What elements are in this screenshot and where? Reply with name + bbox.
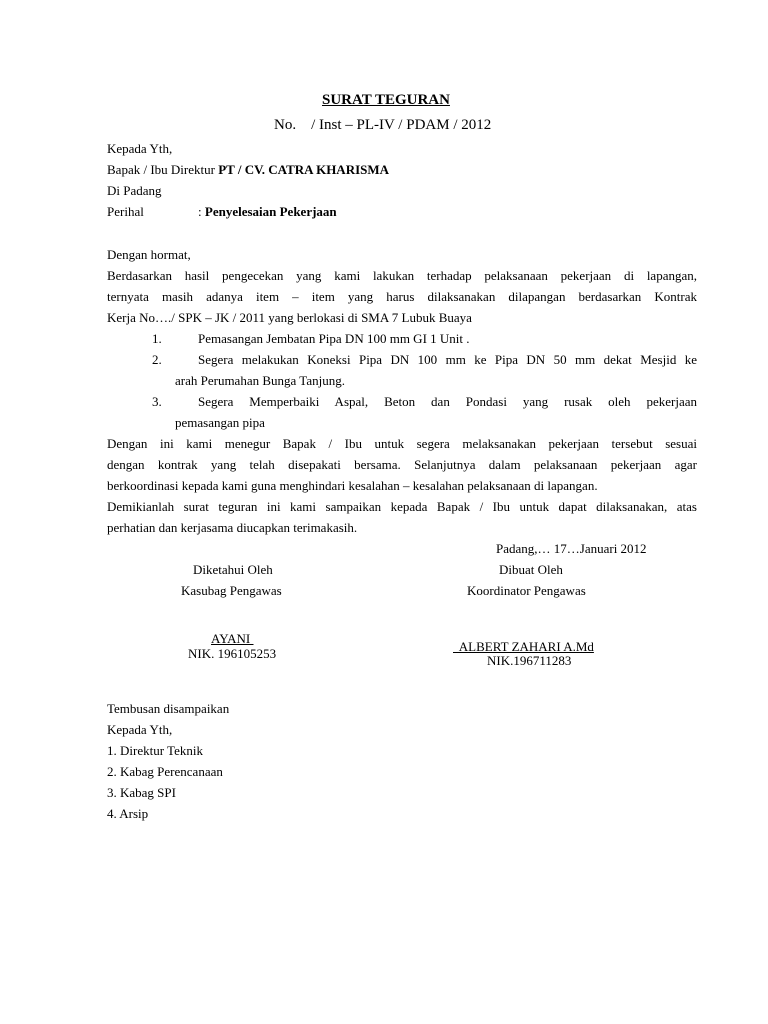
right-sign-name: ALBERT ZAHARI A.Md <box>453 639 594 654</box>
cc-list-item: 3. Kabag SPI <box>107 785 176 800</box>
item-number: 3. <box>152 394 162 409</box>
item-text: Segera Memperbaiki Aspal, Beton dan Pondasi yang rusak oleh pekerjaan <box>198 394 697 409</box>
letter-number: No. / Inst – PL-IV / PDAM / 2012 <box>274 117 492 133</box>
para3-line-1: Demikianlah surat teguran ini kami sampaikan kepada Bapak / Ibu untuk dapat dilaksanakan, atas <box>107 499 697 514</box>
cc-to: Kepada Yth, <box>107 722 173 737</box>
para1-line-1: Berdasarkan hasil pengecekan yang kami lakukan terhadap pelaksanaan pekerjaan di lapangan, <box>107 268 697 283</box>
recipient-company: PT / CV. CATRA KHARISMA <box>218 162 390 177</box>
right-sign-heading: Dibuat Oleh <box>499 562 563 577</box>
item-number: 2. <box>152 352 162 367</box>
recipient-line-1: Kepada Yth, <box>107 141 173 156</box>
left-sign-role: Kasubag Pengawas <box>181 583 282 598</box>
subject-separator: : <box>198 204 205 219</box>
cc-list-item: 4. Arsip <box>107 806 149 821</box>
para1-line-2: ternyata masih adanya item – item yang harus dilaksanakan dilapangan berdasarkan Kontrak <box>107 289 697 304</box>
subject-label: Perihal <box>107 204 144 219</box>
para1-line-3: Kerja No…./ SPK – JK / 2011 yang berlokasi di SMA 7 Lubuk Buaya <box>107 310 472 325</box>
item-text-continued: arah Perumahan Bunga Tanjung. <box>175 373 345 388</box>
cc-title: Tembusan disampaikan <box>107 701 230 716</box>
cc-list-item: 1. Direktur Teknik <box>107 743 203 758</box>
item-text: Segera melakukan Koneksi Pipa DN 100 mm ke Pipa DN 50 mm dekat Mesjid ke <box>198 352 697 367</box>
right-sign-role: Koordinator Pengawas <box>467 583 586 598</box>
recipient-line-2 <box>107 163 389 176</box>
para3-line-2: perhatian dan kerjasama diucapkan terimakasih. <box>107 520 358 535</box>
right-sign-nik: NIK.196711283 <box>487 653 572 668</box>
item-text-continued: pemasangan pipa <box>175 415 265 430</box>
subject-line <box>198 205 337 218</box>
item-number: 1. <box>152 331 162 346</box>
cc-list-item: 2. Kabag Perencanaan <box>107 764 223 779</box>
left-sign-name: AYANI <box>211 631 254 646</box>
recipient-line-3: Di Padang <box>107 183 162 198</box>
place-date: Padang,… 17…Januari 2012 <box>496 541 647 556</box>
left-sign-heading: Diketahui Oleh <box>193 562 273 577</box>
para2-line-3: berkoordinasi kepada kami guna menghindari kesalahan – kesalahan pelaksanaan di lapangan. <box>107 478 598 493</box>
para2-line-1: Dengan ini kami menegur Bapak / Ibu untuk segera melaksanakan pekerjaan tersebut sesuai <box>107 436 697 451</box>
recipient-prefix: Bapak / Ibu Direktur <box>107 162 219 177</box>
subject-value: Penyelesaian Pekerjaan <box>204 204 337 219</box>
left-sign-nik: NIK. 196105253 <box>188 646 277 661</box>
para2-line-2: dengan kontrak yang telah disepakati bersama. Selanjutnya dalam pelaksanaan pekerjaan agar <box>107 457 697 472</box>
greeting: Dengan hormat, <box>107 247 191 262</box>
letter-title: SURAT TEGURAN <box>322 92 450 108</box>
item-text: Pemasangan Jembatan Pipa DN 100 mm GI 1 Unit . <box>198 331 470 346</box>
